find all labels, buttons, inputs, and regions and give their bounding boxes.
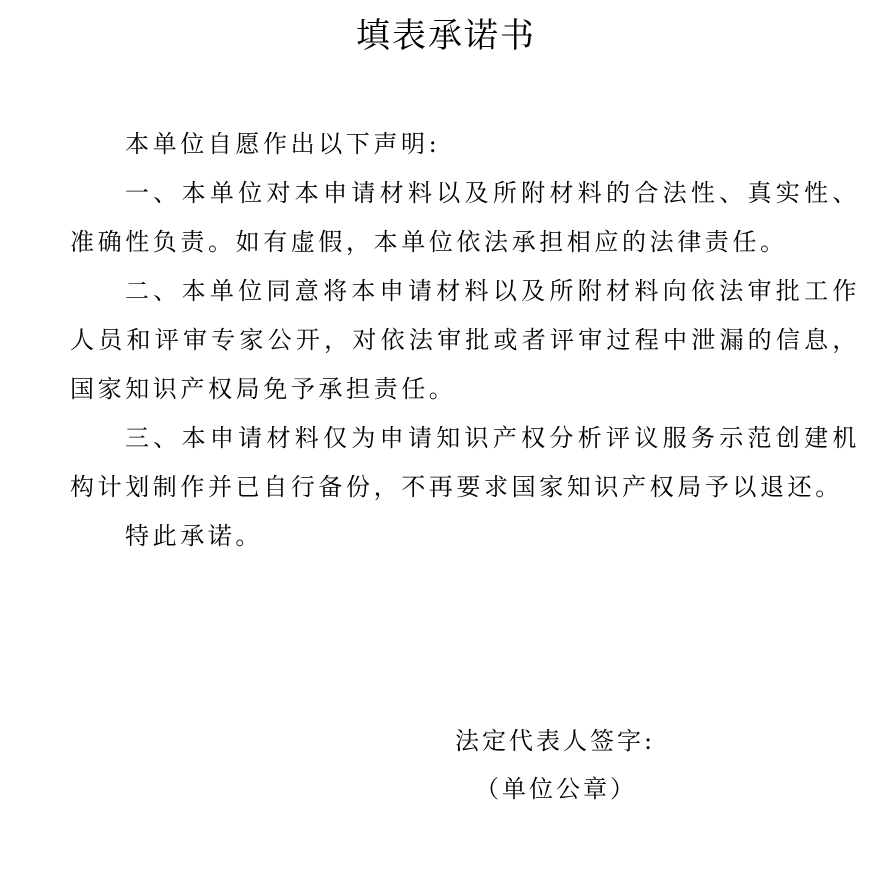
clause-3: 三、本申请材料仅为申请知识产权分析评议服务示范创建机构计划制作并已自行备份，不再要求国家知识产权局予以退还。 bbox=[70, 424, 860, 501]
seal-label: （单位公章） bbox=[475, 775, 637, 803]
declaration-body bbox=[70, 120, 860, 561]
closing-line: 特此承诺。 bbox=[125, 522, 263, 550]
document-title: 填表承诺书 bbox=[356, 16, 536, 56]
signature-label: 法定代表人签字: bbox=[455, 727, 656, 755]
clause-1: 一、本单位对本申请材料以及所附材料的合法性、真实性、准确性负责。如有虚假，本单位依法承担相应的法律责任。 bbox=[70, 179, 860, 256]
clause-2: 二、本单位同意将本申请材料以及所附材料向依法审批工作人员和评审专家公开，对依法审批或者评审过程中泄漏的信息，国家知识产权局免予承担责任。 bbox=[70, 277, 860, 403]
intro-paragraph: 本单位自愿作出以下声明: bbox=[125, 130, 441, 158]
